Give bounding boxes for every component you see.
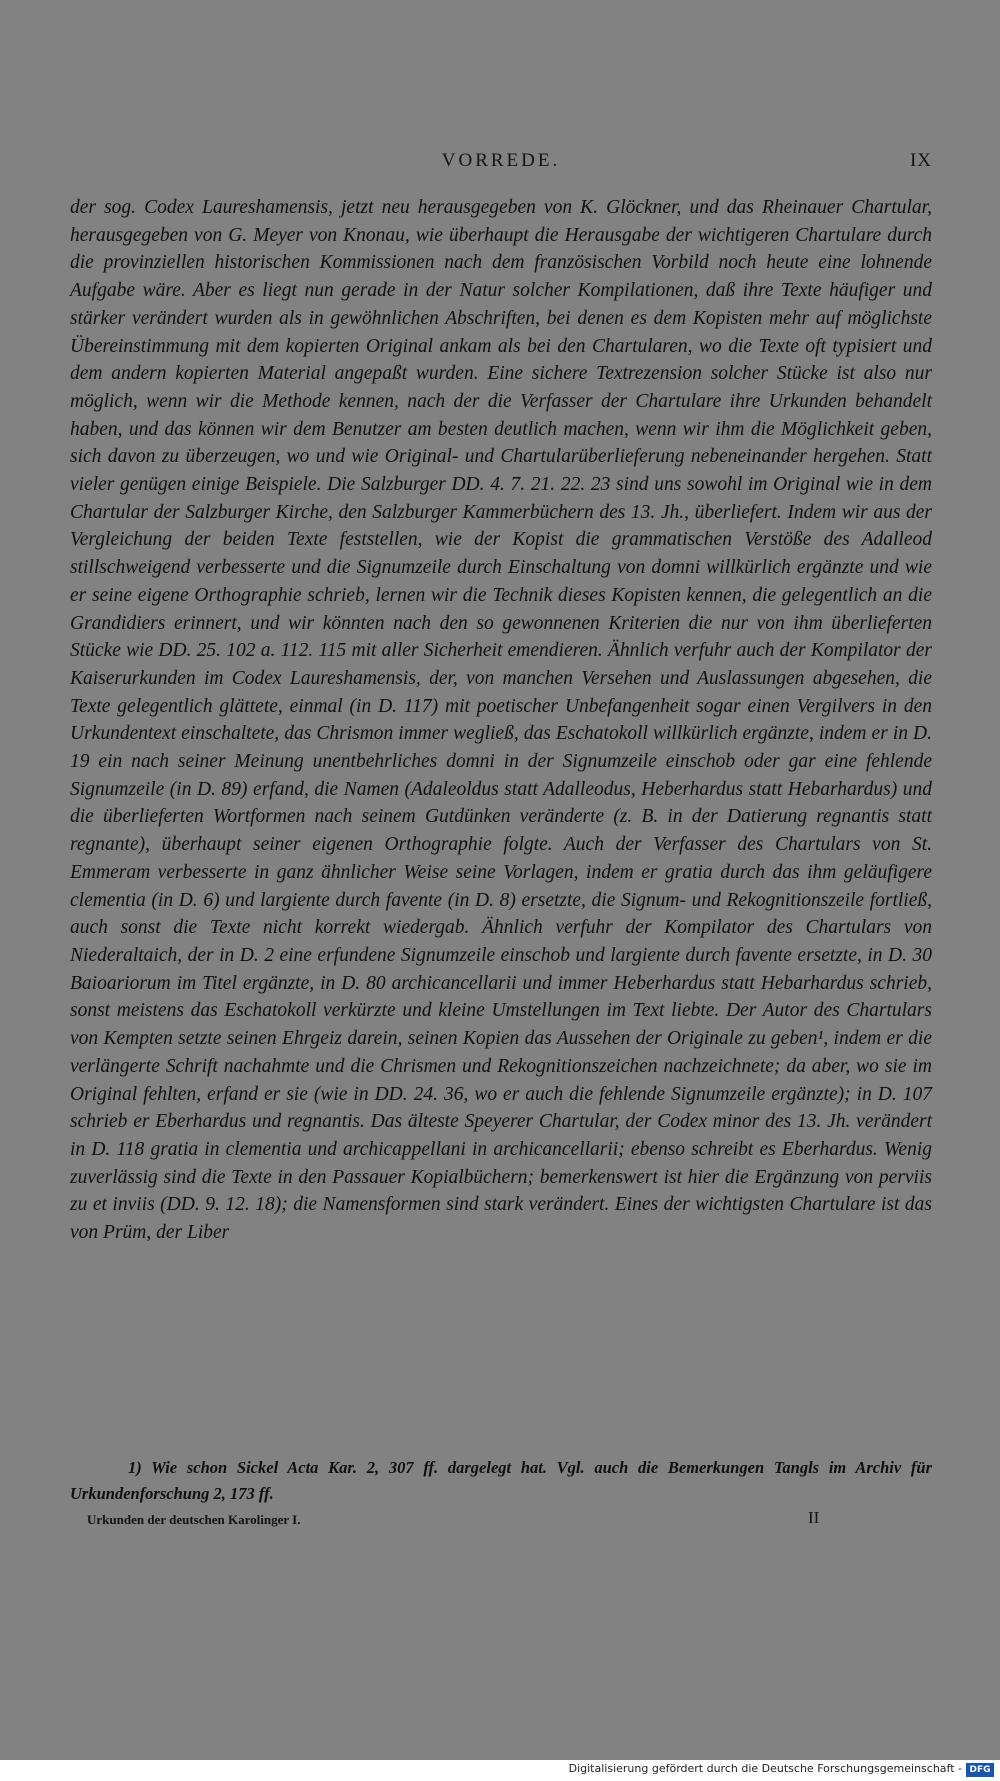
signature-line: Urkunden der deutschen Karolinger I. [87,1512,301,1527]
funding-credit: Digitalisierung gefördert durch die Deutsche Forschungsgemeinschaft - [568,1762,962,1775]
body-paragraph: der sog. Codex Laureshamensis, jetzt neu herausgegeben von K. Glöckner, und das Rheinauer Chartular, herausgegeben von G. Meyer von Knonau, wie überhaupt die Herausgabe der wichtigeren Chartulare durch die provinziellen historischen Kommissionen nach dem französischen Vorbild noch heute eine lohnende Aufgabe wäre. Aber es liegt nun gerade in der Natur solcher Kompilationen, daß ihre Texte häufiger und stärker verändert wurden als in gewöhnlichen Abschriften, bei denen es dem Kopisten mehr auf möglichste Übereinstimmung mit dem kopierten Original ankam als bei den Chartularen, wo die Texte oft typisiert und dem andern kopierten Material angepaßt wurden. Eine sichere Textrezension solcher Stücke ist also nur möglich, wenn wir die Methode kennen, nach der die Verfasser der Chartulare ihre Urkunden behandelt haben, und das können wir dem Benutzer am besten deutlich machen, wenn wir ihm die Möglichkeit geben, sich davon zu überzeugen, wo und wie Original- und Chartularüberlieferung nebeneinander hergehen. Statt vieler genügen einige Beispiele. Die Salzburger DD. 4. 7. 21. 22. 23 sind uns sowohl im Original wie in dem Chartular der Salzburger Kirche, den Salzburger Kammerbüchern des 13. Jh., überliefert. Indem wir aus der Vergleichung der beiden Texte feststellen, wie der Kopist die grammatischen Verstöße des Adalleod stillschweigend verbesserte und die Signumzeile durch Einschaltung von domni willkürlich ergänzte und wie er seine eigene Orthographie schrieb, lernen wir die Technik dieses Kopisten kennen, die gelegentlich an die Grandidiers erinnert, und wir könnten nach den so gewonnenen Kriterien die nur von ihm überlieferten Stücke wie DD. 25. 102 a. 112. 115 mit aller Sicherheit emendieren. Ähnlich verfuhr auch der Kompilator der Kaiserurkunden im Codex Laureshamensis, der, von manchen Versehen und Auslassungen abgesehen, die Texte gelegentlich glättete, einmal (in D. 117) mit poetischer Unbefangenheit sogar einen Vergilvers in den Urkundentext einschaltete, das Chrismon immer wegließ, das Eschatokoll willkürlich ergänzte, indem er in D. 19 ein nach seiner Meinung unentbehrliches domni in der Signumzeile einschob oder gar eine fehlende Signumzeile (in D. 89) erfand, die Namen (Adaleoldus statt Adalleodus, Heberhardus statt Hebarhardus) und die überlieferten Wortformen nach seinem Gutdünken veränderte (z. B. in der Datierung regnantis statt regnante), überhaupt seiner eigenen Orthographie folgte. Auch der Verfasser des Chartulars von St. Emmeram verbesserte in ganz ähnlicher Weise seine Vorlagen, indem er gratia durch das ihm geläufigere clementia (in D. 6) und largiente durch favente (in D. 8) ersetzte, die Signum- und Rekognitionszeile fortließ, auch sonst die Texte nicht korrekt wiedergab. Ähnlich verfuhr der Kompilator des Chartulars von Niederaltaich, der in D. 2 eine erfundene Signumzeile einschob und largiente durch favente ersetzte, in D. 30 Baioariorum im Titel ergänzte, in D. 80 archicancellarii und immer Heberhardus statt Hebarhardus schrieb, sonst meistens das Eschatokoll verkürzte und kleine Umstellungen im Text liebte. Der Autor des Chartulars von Kempten setzte seinen Ehrgeiz darein, seinen Kopien das Aussehen der Originale zu geben¹, indem er die verlängerte Schrift nachahmte und die Chrismen und Rekognitionszeichen nachzeichnete; da aber, wo sie im Original fehlten, erfand er sie (wie in DD. 24. 36, wo er auch die fehlende Signumzeile ergänzte); in D. 107 schrieb er Eberhardus und regnantis. Das älteste Speyerer Chartular, der Codex minor des 13. Jh. verändert in D. 118 gratia in clementia und archicappellani in archicancellarii; ebenso schreibt es Eberhardus. Wenig zuverlässig sind die Texte in den Passauer Kopialbüchern; bemerkenswert ist hier die Ergänzung von perviis zu et inviis (DD. 9. 12. 18); die Namensformen sind stark verändert. Eines der wichtigsten Chartulare ist das von Prüm, der Liber [70,197,932,1244]
page-number: IX [909,150,932,171]
running-header [70,150,932,176]
running-title: VORREDE. [441,150,561,171]
footnote: 1) Wie schon Sickel Acta Kar. 2, 307 ff. dargelegt hat. Vgl. auch die Bemerkungen Tangls im Archiv für Urkundenforschung 2, 173 ff. [70,1458,932,1503]
dfg-logo-icon[interactable]: DFG [966,1763,994,1777]
digitization-footer [0,1760,1000,1781]
sheet-signature: II [808,1508,820,1527]
